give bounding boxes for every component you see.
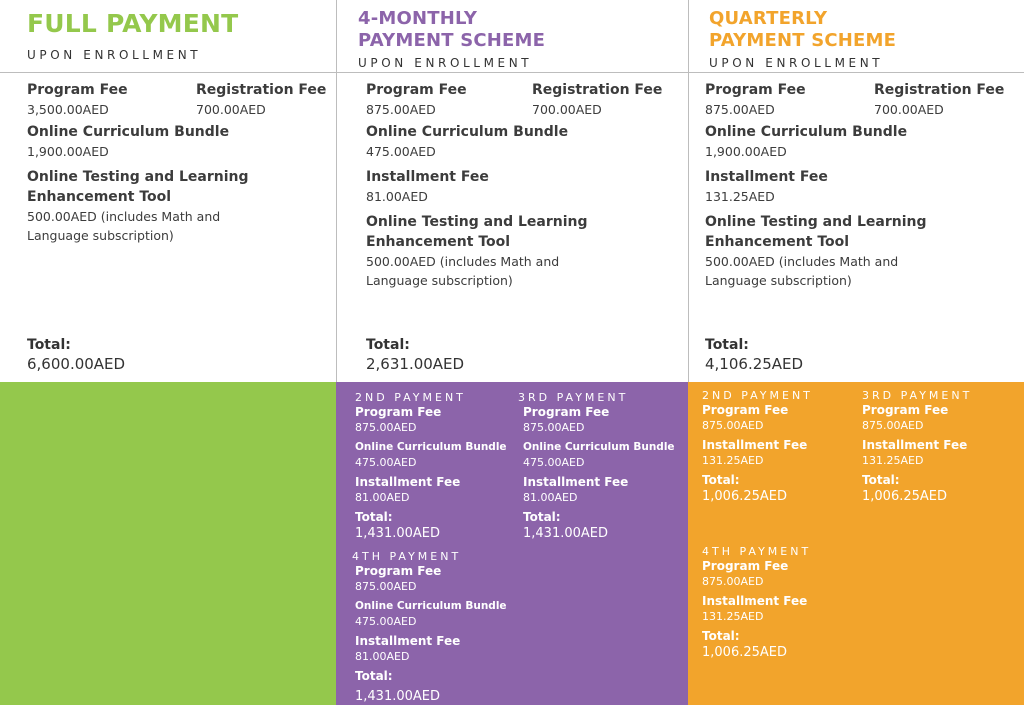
quarterly-installments-panel [688,382,1024,705]
program-fee-label: Program Fee [702,403,789,417]
registration-fee-label: Registration Fee [874,82,1005,98]
testing-value: Language subscription) [366,273,513,288]
testing-value: Language subscription) [705,273,852,288]
curriculum-value: 475.00AED [366,144,436,159]
registration-fee-label: Registration Fee [532,82,663,98]
testing-label: Enhancement Tool [705,234,850,250]
monthly-header [358,8,545,70]
curriculum-label: Online Curriculum Bundle [366,124,569,140]
quarterly-title: PAYMENT SCHEME [709,30,897,51]
installment-fee-value: 131.25AED [705,189,775,204]
installment-fee-value: 81.00AED [523,491,578,504]
quarterly-details [705,80,1020,296]
quarterly-total-label: Total: [705,337,749,353]
curriculum-label: Online Curriculum Bundle [705,124,908,140]
total-label: Total: [702,629,740,643]
program-fee-label: Program Fee [355,405,442,419]
quarterly-payment-3 [862,389,972,505]
payment-heading: 3RD PAYMENT [862,389,973,402]
header-divider [0,72,1024,73]
full-total-label: Total: [27,337,71,353]
testing-label: Online Testing and Learning [705,214,927,230]
payment-heading: 4TH PAYMENT [352,550,462,563]
program-fee-value: 875.00AED [702,419,764,432]
installment-fee-label: Installment Fee [523,475,629,489]
testing-label: Enhancement Tool [366,234,511,250]
program-fee-label: Program Fee [862,403,949,417]
total-label: Total: [862,473,900,487]
curriculum-value: 475.00AED [355,615,417,628]
quarterly-header [709,8,896,70]
testing-value: 500.00AED (includes Math and [366,254,560,269]
testing-value: 500.00AED (includes Math and [27,209,221,224]
registration-fee-value: 700.00AED [874,102,944,117]
program-fee-value: 875.00AED [705,102,775,117]
registration-fee-value: 700.00AED [532,102,602,117]
testing-label: Enhancement Tool [27,189,172,205]
full-payment-header [27,8,238,62]
quarterly-payment-2 [702,389,813,505]
quarterly-total-value: 4,106.25AED [705,355,804,373]
curriculum-value: 475.00AED [523,456,585,469]
curriculum-label: Online Curriculum Bundle [355,441,507,453]
total-value: 1,431.00AED [355,526,441,541]
column-divider [336,0,337,382]
total-label: Total: [702,473,740,487]
full-total-value: 6,600.00AED [27,355,126,373]
program-fee-label: Program Fee [523,405,610,419]
installment-fee-value: 81.00AED [355,491,410,504]
payment-heading: 2ND PAYMENT [355,391,466,404]
total-value: 1,006.25AED [862,489,948,504]
monthly-subtitle: UPON ENROLLMENT [358,56,533,70]
monthly-total-value: 2,631.00AED [366,355,465,373]
program-fee-label: Program Fee [355,564,442,578]
full-payment-panel [0,382,336,705]
program-fee-value: 3,500.00AED [27,102,109,117]
monthly-total-label: Total: [366,337,410,353]
total-value: 1,006.25AED [702,489,788,504]
program-fee-value: 875.00AED [355,421,417,434]
monthly-installments-panel [336,382,688,705]
curriculum-label: Online Curriculum Bundle [355,600,507,612]
payment-heading: 4TH PAYMENT [702,545,812,558]
installment-fee-label: Installment Fee [355,475,461,489]
program-fee-value: 875.00AED [862,419,924,432]
testing-label: Online Testing and Learning [366,214,588,230]
total-label: Total: [355,510,393,524]
monthly-payment-3 [518,391,675,542]
program-fee-value: 875.00AED [366,102,436,117]
testing-label: Online Testing and Learning [27,169,249,185]
program-fee-value: 875.00AED [355,580,417,593]
monthly-payment-2 [355,391,507,542]
total-value: 1,431.00AED [523,526,609,541]
program-fee-label: Program Fee [27,82,128,98]
monthly-details [366,80,684,296]
installment-fee-value: 131.25AED [702,454,764,467]
curriculum-value: 1,900.00AED [27,144,109,159]
testing-value: Language subscription) [27,228,174,243]
monthly-title: 4-MONTHLY [358,8,478,29]
program-fee-value: 875.00AED [523,421,585,434]
program-fee-label: Program Fee [366,82,467,98]
quarterly-subtitle: UPON ENROLLMENT [709,56,884,70]
curriculum-label: Online Curriculum Bundle [523,441,675,453]
installment-fee-label: Installment Fee [705,169,828,185]
installment-fee-label: Installment Fee [355,634,461,648]
registration-fee-label: Registration Fee [196,82,327,98]
installment-fee-value: 81.00AED [355,650,410,663]
column-divider [688,0,689,382]
total-value: 1,006.25AED [702,645,788,660]
curriculum-value: 1,900.00AED [705,144,787,159]
quarterly-title: QUARTERLY [709,8,828,29]
registration-fee-value: 700.00AED [196,102,266,117]
total-label: Total: [355,669,393,683]
installment-fee-value: 131.25AED [862,454,924,467]
installment-fee-label: Installment Fee [702,438,808,452]
monthly-payment-4 [352,550,507,705]
testing-value: 500.00AED (includes Math and [705,254,899,269]
installment-fee-label: Installment Fee [702,594,808,608]
curriculum-label: Online Curriculum Bundle [27,124,230,140]
payment-heading: 2ND PAYMENT [702,389,813,402]
total-label: Total: [523,510,561,524]
program-fee-value: 875.00AED [702,575,764,588]
total-value: 1,431.00AED [355,689,441,704]
full-payment-title: FULL PAYMENT [27,9,239,38]
program-fee-label: Program Fee [702,559,789,573]
quarterly-payment-4 [702,545,811,661]
program-fee-label: Program Fee [705,82,806,98]
monthly-title: PAYMENT SCHEME [358,30,546,51]
full-payment-details [27,80,332,251]
full-payment-subtitle: UPON ENROLLMENT [27,48,202,62]
installment-fee-value: 81.00AED [366,189,428,204]
curriculum-value: 475.00AED [355,456,417,469]
installment-fee-value: 131.25AED [702,610,764,623]
installment-fee-label: Installment Fee [862,438,968,452]
installment-fee-label: Installment Fee [366,169,489,185]
payment-heading: 3RD PAYMENT [518,391,629,404]
